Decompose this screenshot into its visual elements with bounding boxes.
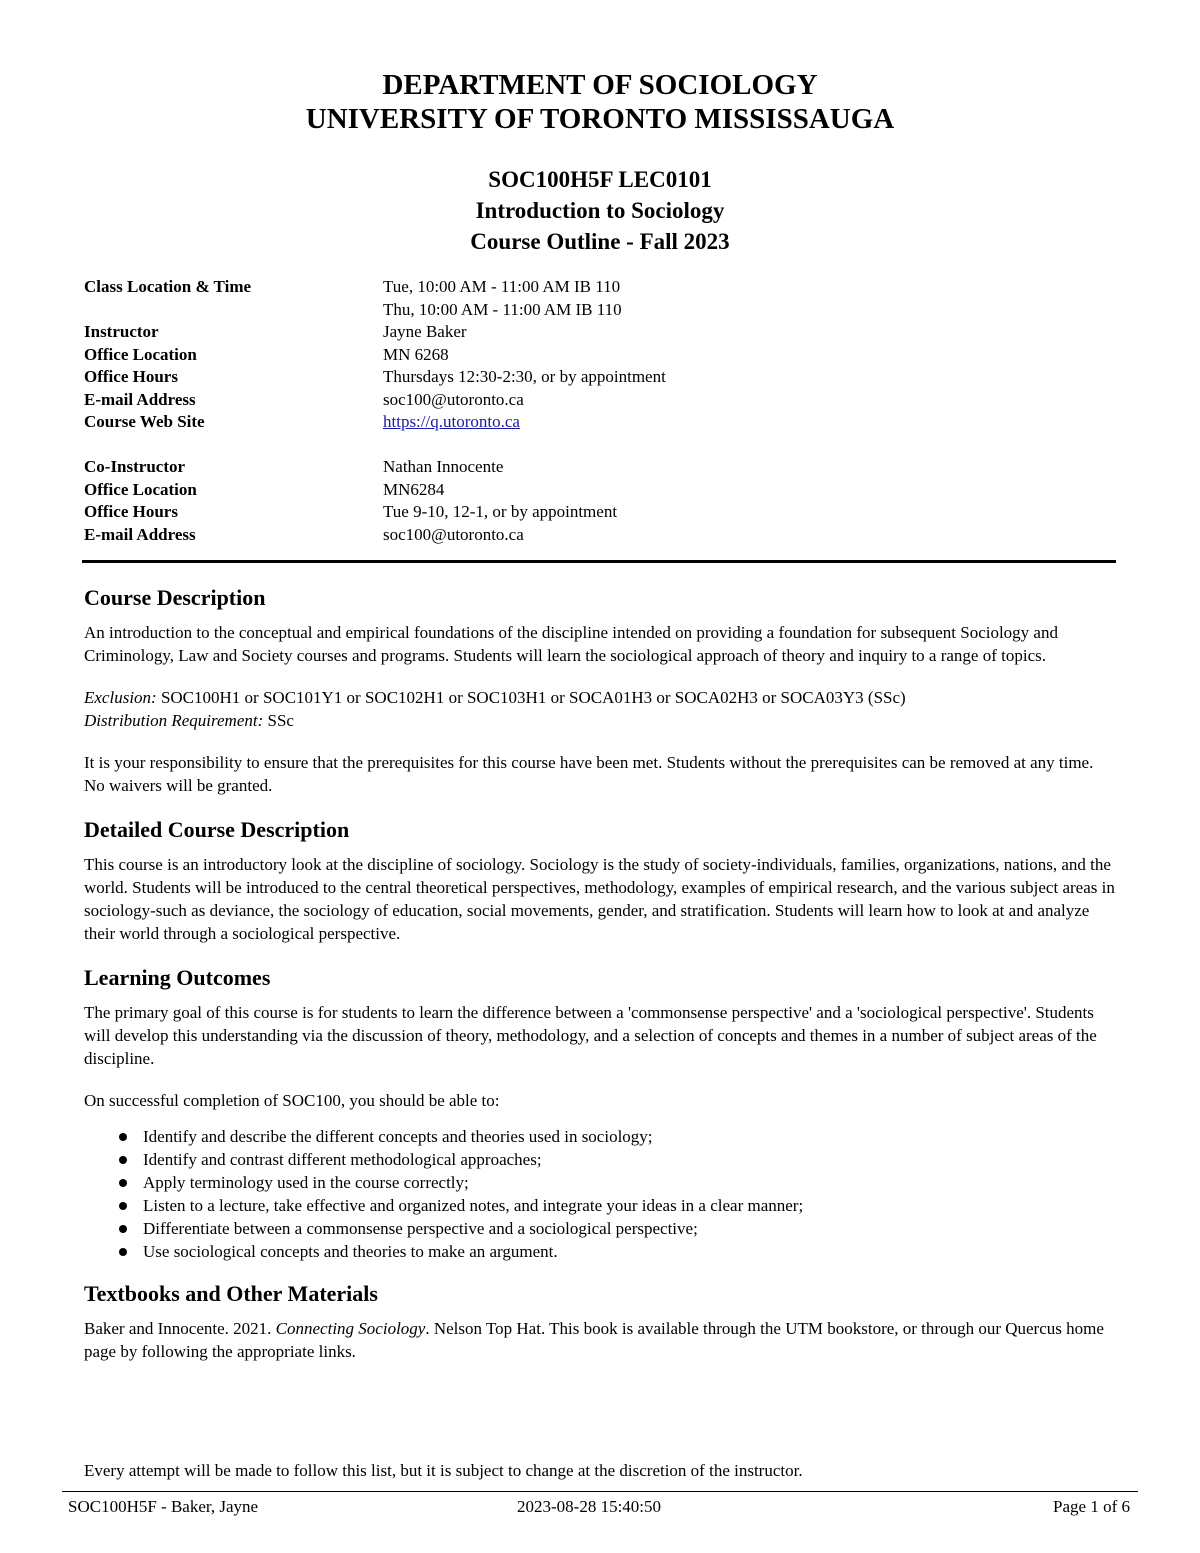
info-label: Office Hours: [84, 502, 178, 521]
info-label: Instructor: [84, 322, 159, 341]
learning-outcomes-paragraph: The primary goal of this course is for students to learn the difference between a 'commonsense perspective' and a 'sociological perspective'. Students will develop this understanding via the discussion of theory, methodology, and a selection of concepts and themes in a number of subject areas of the discipline.: [84, 1003, 1097, 1068]
info-row-office-hours: [84, 366, 666, 389]
info-row-co-office-hours: [84, 501, 666, 524]
bullet-icon: [119, 1225, 127, 1233]
course-code: SOC100H5F LEC0101: [488, 167, 712, 192]
section-divider: [82, 560, 1116, 563]
info-label: E-mail Address: [84, 389, 196, 409]
info-value: MN6284: [383, 479, 445, 499]
exclusion-paragraph: [84, 686, 1118, 732]
info-label: E-mail Address: [84, 524, 196, 544]
info-label: Office Hours: [84, 367, 178, 386]
textbooks-paragraph: Baker and Innocente. 2021. Connecting Sociology. Nelson Top Hat. This book is available through the UTM bookstore, or through our Quercus home page by following the appropriate links.: [84, 1319, 1104, 1361]
info-value: Nathan Innocente: [383, 457, 504, 476]
info-value: soc100@utoronto.ca: [383, 524, 524, 544]
course-website-link[interactable]: https://q.utoronto.ca: [383, 412, 520, 431]
info-value: soc100@utoronto.ca: [383, 389, 524, 409]
info-label: Office Location: [84, 479, 197, 499]
footer-divider: [62, 1491, 1138, 1492]
detailed-description-paragraph: This course is an introductory look at the discipline of sociology. Sociology is the study of society-individuals, families, organizations, nations, and the world. Students will be introduced to the central theoretical perspectives, methodology, examples of empirical research, and the various subject areas in sociology-such as deviance, the sociology of education, social movements, gender, and stratification. Students will learn how to look at and analyze their world through a sociological perspective.: [84, 855, 1115, 943]
info-row-co-email: [84, 524, 666, 547]
change-notice: Every attempt will be made to follow this list, but it is subject to change at the discretion of the instructor.: [84, 1461, 803, 1480]
list-item: Identify and contrast different methodological approaches;: [84, 1148, 1118, 1171]
info-row-email: [84, 389, 666, 412]
info-row-class: [84, 276, 666, 299]
footer-timestamp: 2023-08-28 15:40:50: [517, 1497, 662, 1516]
section-heading-learning-outcomes: Learning Outcomes: [84, 965, 271, 990]
list-item: Listen to a lecture, take effective and organized notes, and integrate your ideas in a clear manner;: [84, 1194, 1118, 1217]
course-info-table: [84, 276, 666, 546]
section-heading-course-description: Course Description: [84, 585, 266, 610]
info-value: Jayne Baker: [383, 322, 467, 341]
info-value: Tue, 10:00 AM - 11:00 AM IB 110: [383, 277, 621, 296]
footer-page-number: Page 1 of 6: [1053, 1497, 1130, 1516]
list-item: Identify and describe the different concepts and theories used in sociology;: [84, 1125, 1118, 1148]
info-value: Tue 9-10, 12-1, or by appointment: [383, 502, 618, 521]
info-value: Thursdays 12:30-2:30, or by appointment: [383, 367, 666, 386]
footer-course-instructor: SOC100H5F - Baker, Jayne: [68, 1497, 259, 1516]
info-row-co-office-location: [84, 479, 666, 502]
info-label: Office Location: [84, 344, 197, 364]
learning-outcomes-list: [84, 1125, 1118, 1263]
info-value: Thu, 10:00 AM - 11:00 AM IB 110: [383, 299, 622, 319]
bullet-icon: [119, 1202, 127, 1210]
document-body: [84, 584, 1118, 1382]
info-row-office-location: [84, 344, 666, 367]
section-heading-detailed-description: Detailed Course Description: [84, 817, 350, 842]
department-title: DEPARTMENT OF SOCIOLOGY: [382, 69, 818, 101]
document-header: [0, 68, 1200, 254]
info-label: Class Location & Time: [84, 277, 252, 296]
exclusion-value: SOC100H1 or SOC101Y1 or SOC102H1 or SOC103H1 or SOCA01H3 or SOCA02H3 or SOCA03Y3 (SSc): [156, 688, 906, 707]
info-row-co-instructor: [84, 456, 666, 479]
bullet-icon: [119, 1156, 127, 1164]
info-row-website: [84, 411, 666, 434]
bullet-icon: [119, 1248, 127, 1256]
exclusion-label: Exclusion:: [84, 688, 157, 707]
university-title: UNIVERSITY OF TORONTO MISSISSAUGA: [305, 103, 895, 135]
bullet-icon: [119, 1133, 127, 1141]
distribution-label: Distribution Requirement:: [84, 711, 264, 730]
section-heading-textbooks: Textbooks and Other Materials: [84, 1281, 378, 1306]
bullet-icon: [119, 1179, 127, 1187]
list-item: Use sociological concepts and theories to make an argument.: [84, 1240, 1118, 1263]
learning-outcomes-intro: On successful completion of SOC100, you should be able to:: [84, 1091, 500, 1110]
info-value: MN 6268: [383, 344, 449, 364]
info-row-instructor: [84, 321, 666, 344]
course-outline-term: Course Outline - Fall 2023: [470, 229, 730, 254]
info-row-class-2: [84, 299, 666, 322]
list-item: Apply terminology used in the course correctly;: [84, 1171, 1118, 1194]
distribution-value: SSc: [263, 711, 294, 730]
list-item: Differentiate between a commonsense perspective and a sociological perspective;: [84, 1217, 1118, 1240]
info-label: Co-Instructor: [84, 457, 186, 476]
course-title: Introduction to Sociology: [475, 198, 725, 223]
info-label: Course Web Site: [84, 412, 205, 431]
course-heading: [0, 164, 1200, 257]
textbook-title: Connecting Sociology: [275, 1319, 426, 1338]
prerequisites-paragraph: It is your responsibility to ensure that the prerequisites for this course have been met. Students without the prerequisites can be removed at any time. No waivers will be granted.: [84, 753, 1094, 795]
course-description-paragraph: An introduction to the conceptual and empirical foundations of the discipline intended on providing a foundation for subsequent Sociology and Criminology, Law and Society courses and programs. Students will learn the sociological approach of theory and inquiry to a range of topics.: [84, 623, 1058, 665]
